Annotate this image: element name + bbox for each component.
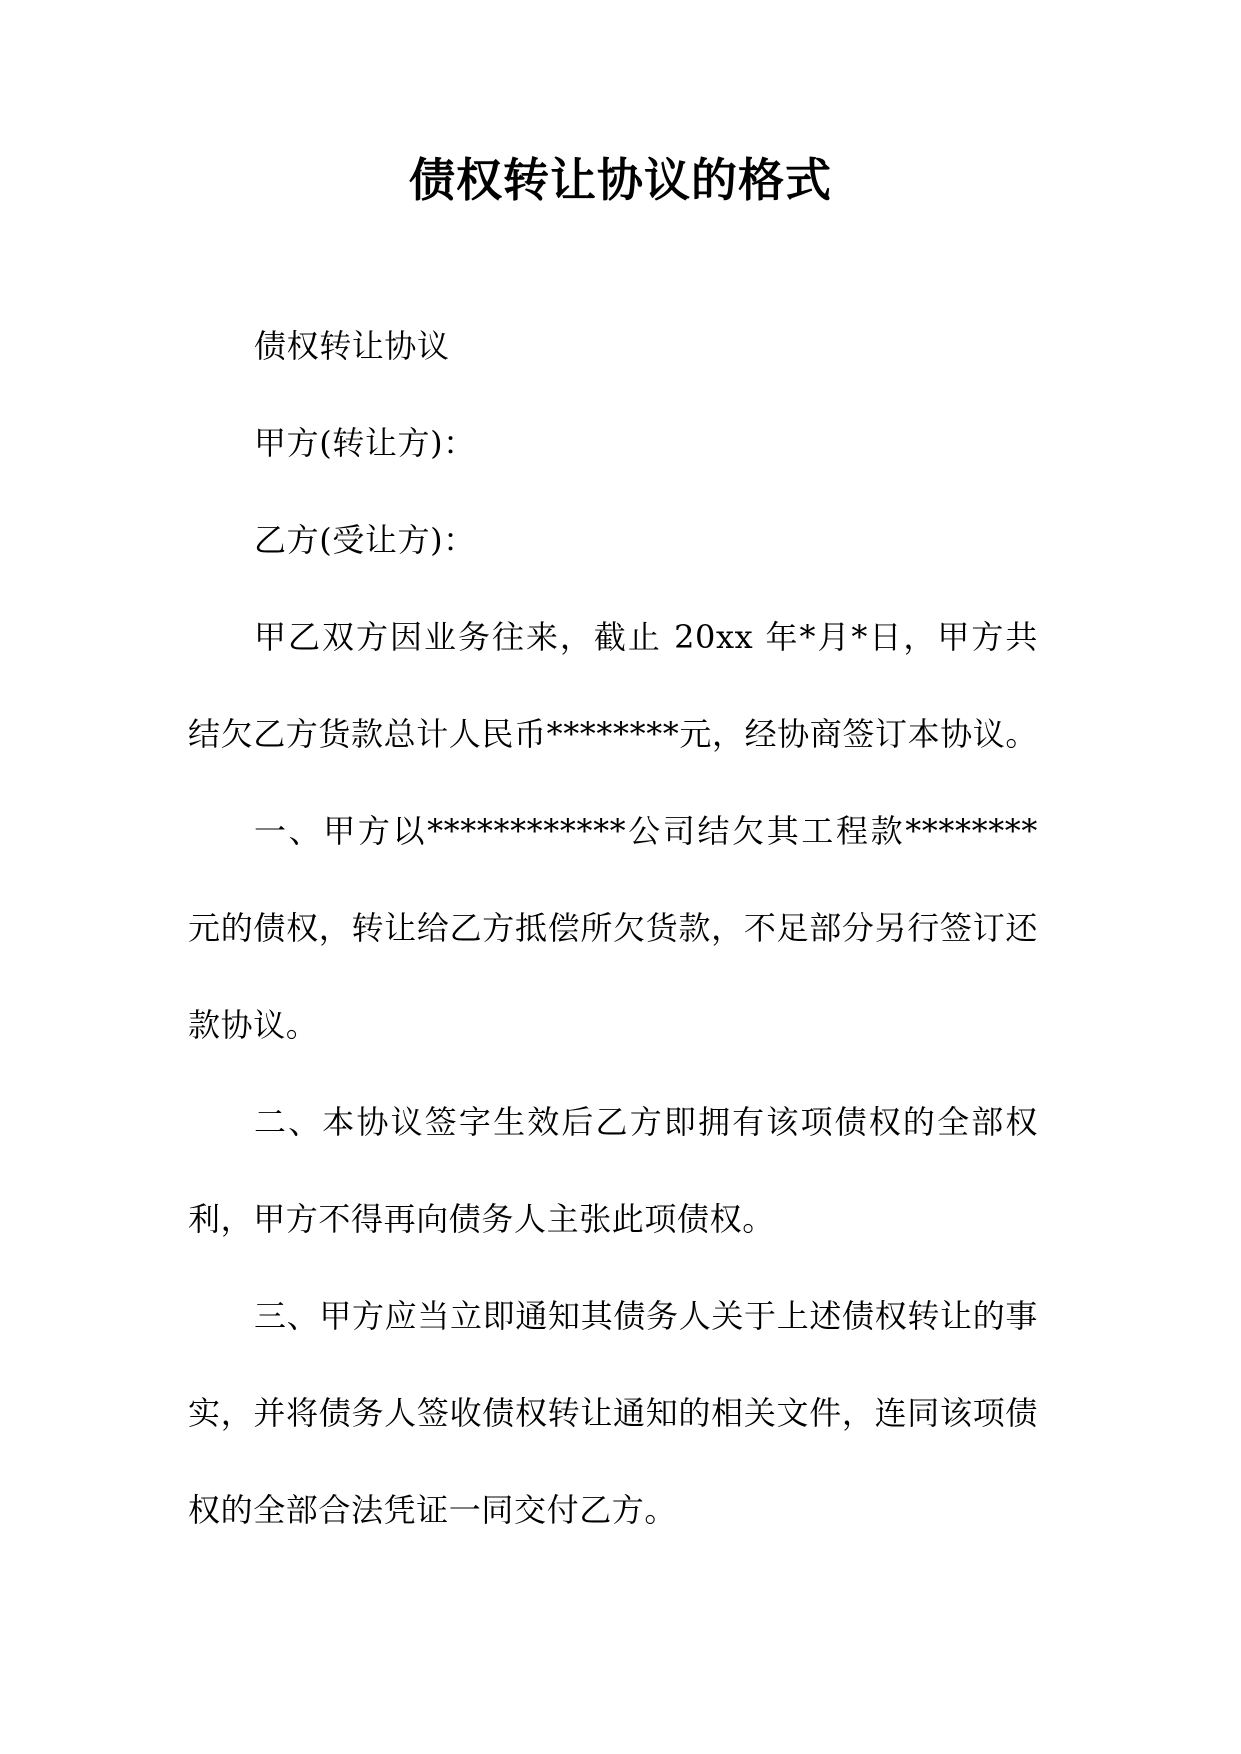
clause-3: 三、甲方应当立即通知其债务人关于上述债权转让的事实，并将债务人签收债权转让通知的相关文件，连同该项债权的全部合法凭证一同交付乙方。 [188, 1297, 1038, 1529]
preamble-paragraph: 甲乙双方因业务往来，截止 20xx 年*月*日，甲方共结欠乙方货款总计人民币********元，经协商签订本协议。 [188, 618, 1039, 753]
party-b-line: 乙方(受让方)： [254, 521, 476, 559]
clause-2: 二、本协议签字生效后乙方即拥有该项债权的全部权利，甲方不得再向债务人主张此项债权。 [188, 1103, 1038, 1238]
clause-1: 一、甲方以************公司结欠其工程款********元的债权，转让给乙方抵偿所欠货款，不足部分另行签订还款协议。 [188, 812, 1038, 1044]
document-title: 债权转让协议的格式 [409, 153, 832, 207]
agreement-heading: 债权转让协议 [254, 327, 450, 365]
document-body [188, 298, 1038, 1559]
party-a-line: 甲方(转让方)： [254, 424, 476, 462]
